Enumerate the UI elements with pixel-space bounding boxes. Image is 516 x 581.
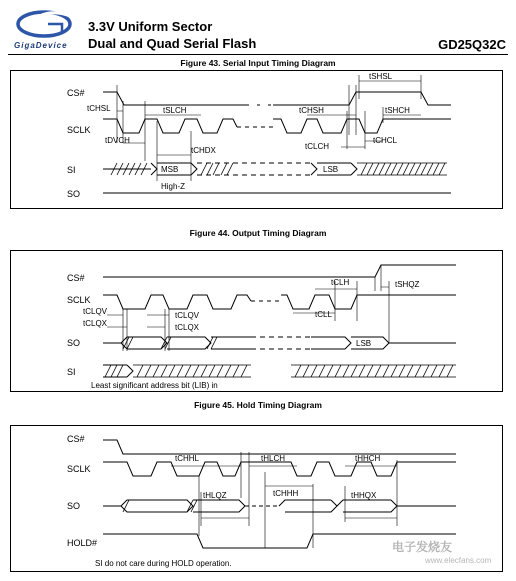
signal-sclk-label: SCLK: [67, 464, 91, 474]
cs-waveform: [103, 265, 456, 277]
tCLL-label: tCLL: [315, 310, 332, 319]
tSHSL-label: tSHSL: [369, 72, 393, 81]
serial-input-timing-svg: [11, 71, 504, 210]
signal-so-label: SO: [67, 501, 81, 511]
si-dont-care-hatch: [105, 365, 456, 377]
tSHQZ-label: tSHQZ: [395, 280, 420, 289]
hold-note: SI do not care during HOLD operation.: [95, 559, 232, 568]
tCHHL-label: tCHHL: [175, 454, 200, 463]
brand-name: GigaDevice: [14, 41, 68, 50]
signal-sclk-label: SCLK: [67, 295, 91, 305]
signal-cs-label: CS#: [67, 273, 85, 283]
signal-si-label: SI: [67, 367, 76, 377]
lsb-label: LSB: [356, 339, 372, 348]
figure-45-caption: Figure 45. Hold Timing Diagram: [194, 400, 322, 410]
doc-title-line1: 3.3V Uniform Sector: [88, 19, 213, 34]
signal-cs-label: CS#: [67, 88, 85, 98]
doc-title-line2: Dual and Quad Serial Flash: [88, 36, 257, 51]
tCHSH-label: tCHSH: [299, 106, 324, 115]
figure-44-caption: Figure 44. Output Timing Diagram: [189, 228, 327, 238]
watermark-url: www.elecfans.com: [425, 556, 492, 565]
so-transition-hatch: [123, 337, 217, 349]
signal-so-label: SO: [67, 189, 81, 199]
lib-note: Least significant address bit (LIB) in: [91, 381, 218, 390]
watermark-text: 电子发烧友: [392, 540, 453, 554]
tCLCH-label: tCLCH: [305, 142, 330, 151]
si-waveform: [103, 163, 197, 175]
tCHDX-label: tCHDX: [191, 146, 216, 155]
cs-waveform: [103, 92, 451, 105]
figure-43-diagram: [10, 70, 503, 209]
tCHCL-label: tCHCL: [373, 136, 398, 145]
tCLH-label: tCLH: [331, 278, 350, 287]
tSLCH-label: tSLCH: [163, 106, 187, 115]
tHHQX-label: tHHQX: [351, 491, 377, 500]
signal-sclk-label: SCLK: [67, 125, 91, 135]
part-number: GD25Q32C: [438, 37, 506, 52]
msb-label: MSB: [161, 165, 179, 174]
output-timing-svg: [11, 251, 504, 393]
tCLQV-label-1: tCLQV: [83, 307, 108, 316]
highz-label: High-Z: [161, 182, 186, 191]
signal-so-label: SO: [67, 338, 81, 348]
sclk-waveform: [103, 295, 251, 309]
signal-cs-label: CS#: [67, 434, 85, 444]
signal-hold-label: HOLD#: [67, 538, 98, 548]
gigadevice-logo: [12, 6, 82, 44]
tHLCH-label: tHLCH: [261, 454, 286, 463]
tCLQV-label-2: tCLQV: [175, 311, 200, 320]
logo-swoosh-icon: [12, 6, 82, 44]
tCHHH-label: tCHHH: [273, 489, 299, 498]
sclk-waveform: [103, 462, 456, 476]
figure-44-diagram: [10, 250, 503, 392]
tCHSL-label: tCHSL: [87, 104, 111, 113]
signal-si-label: SI: [67, 165, 76, 175]
so-transition-hatch: [123, 500, 197, 512]
cs-waveform: [103, 440, 456, 454]
tCLQX-label-2: tCLQX: [175, 323, 200, 332]
tHHCH-label: tHHCH: [355, 454, 381, 463]
so-waveform: [103, 337, 167, 349]
figure-43-caption: Figure 43. Serial Input Timing Diagram: [180, 58, 336, 68]
tSHCH-label: tSHCH: [385, 106, 410, 115]
tCLQX-label-1: tCLQX: [83, 319, 108, 328]
tHLQZ-label: tHLQZ: [203, 491, 227, 500]
tDVCH-label: tDVCH: [105, 136, 130, 145]
header-divider: [8, 54, 508, 55]
lsb-label: LSB: [323, 165, 339, 174]
